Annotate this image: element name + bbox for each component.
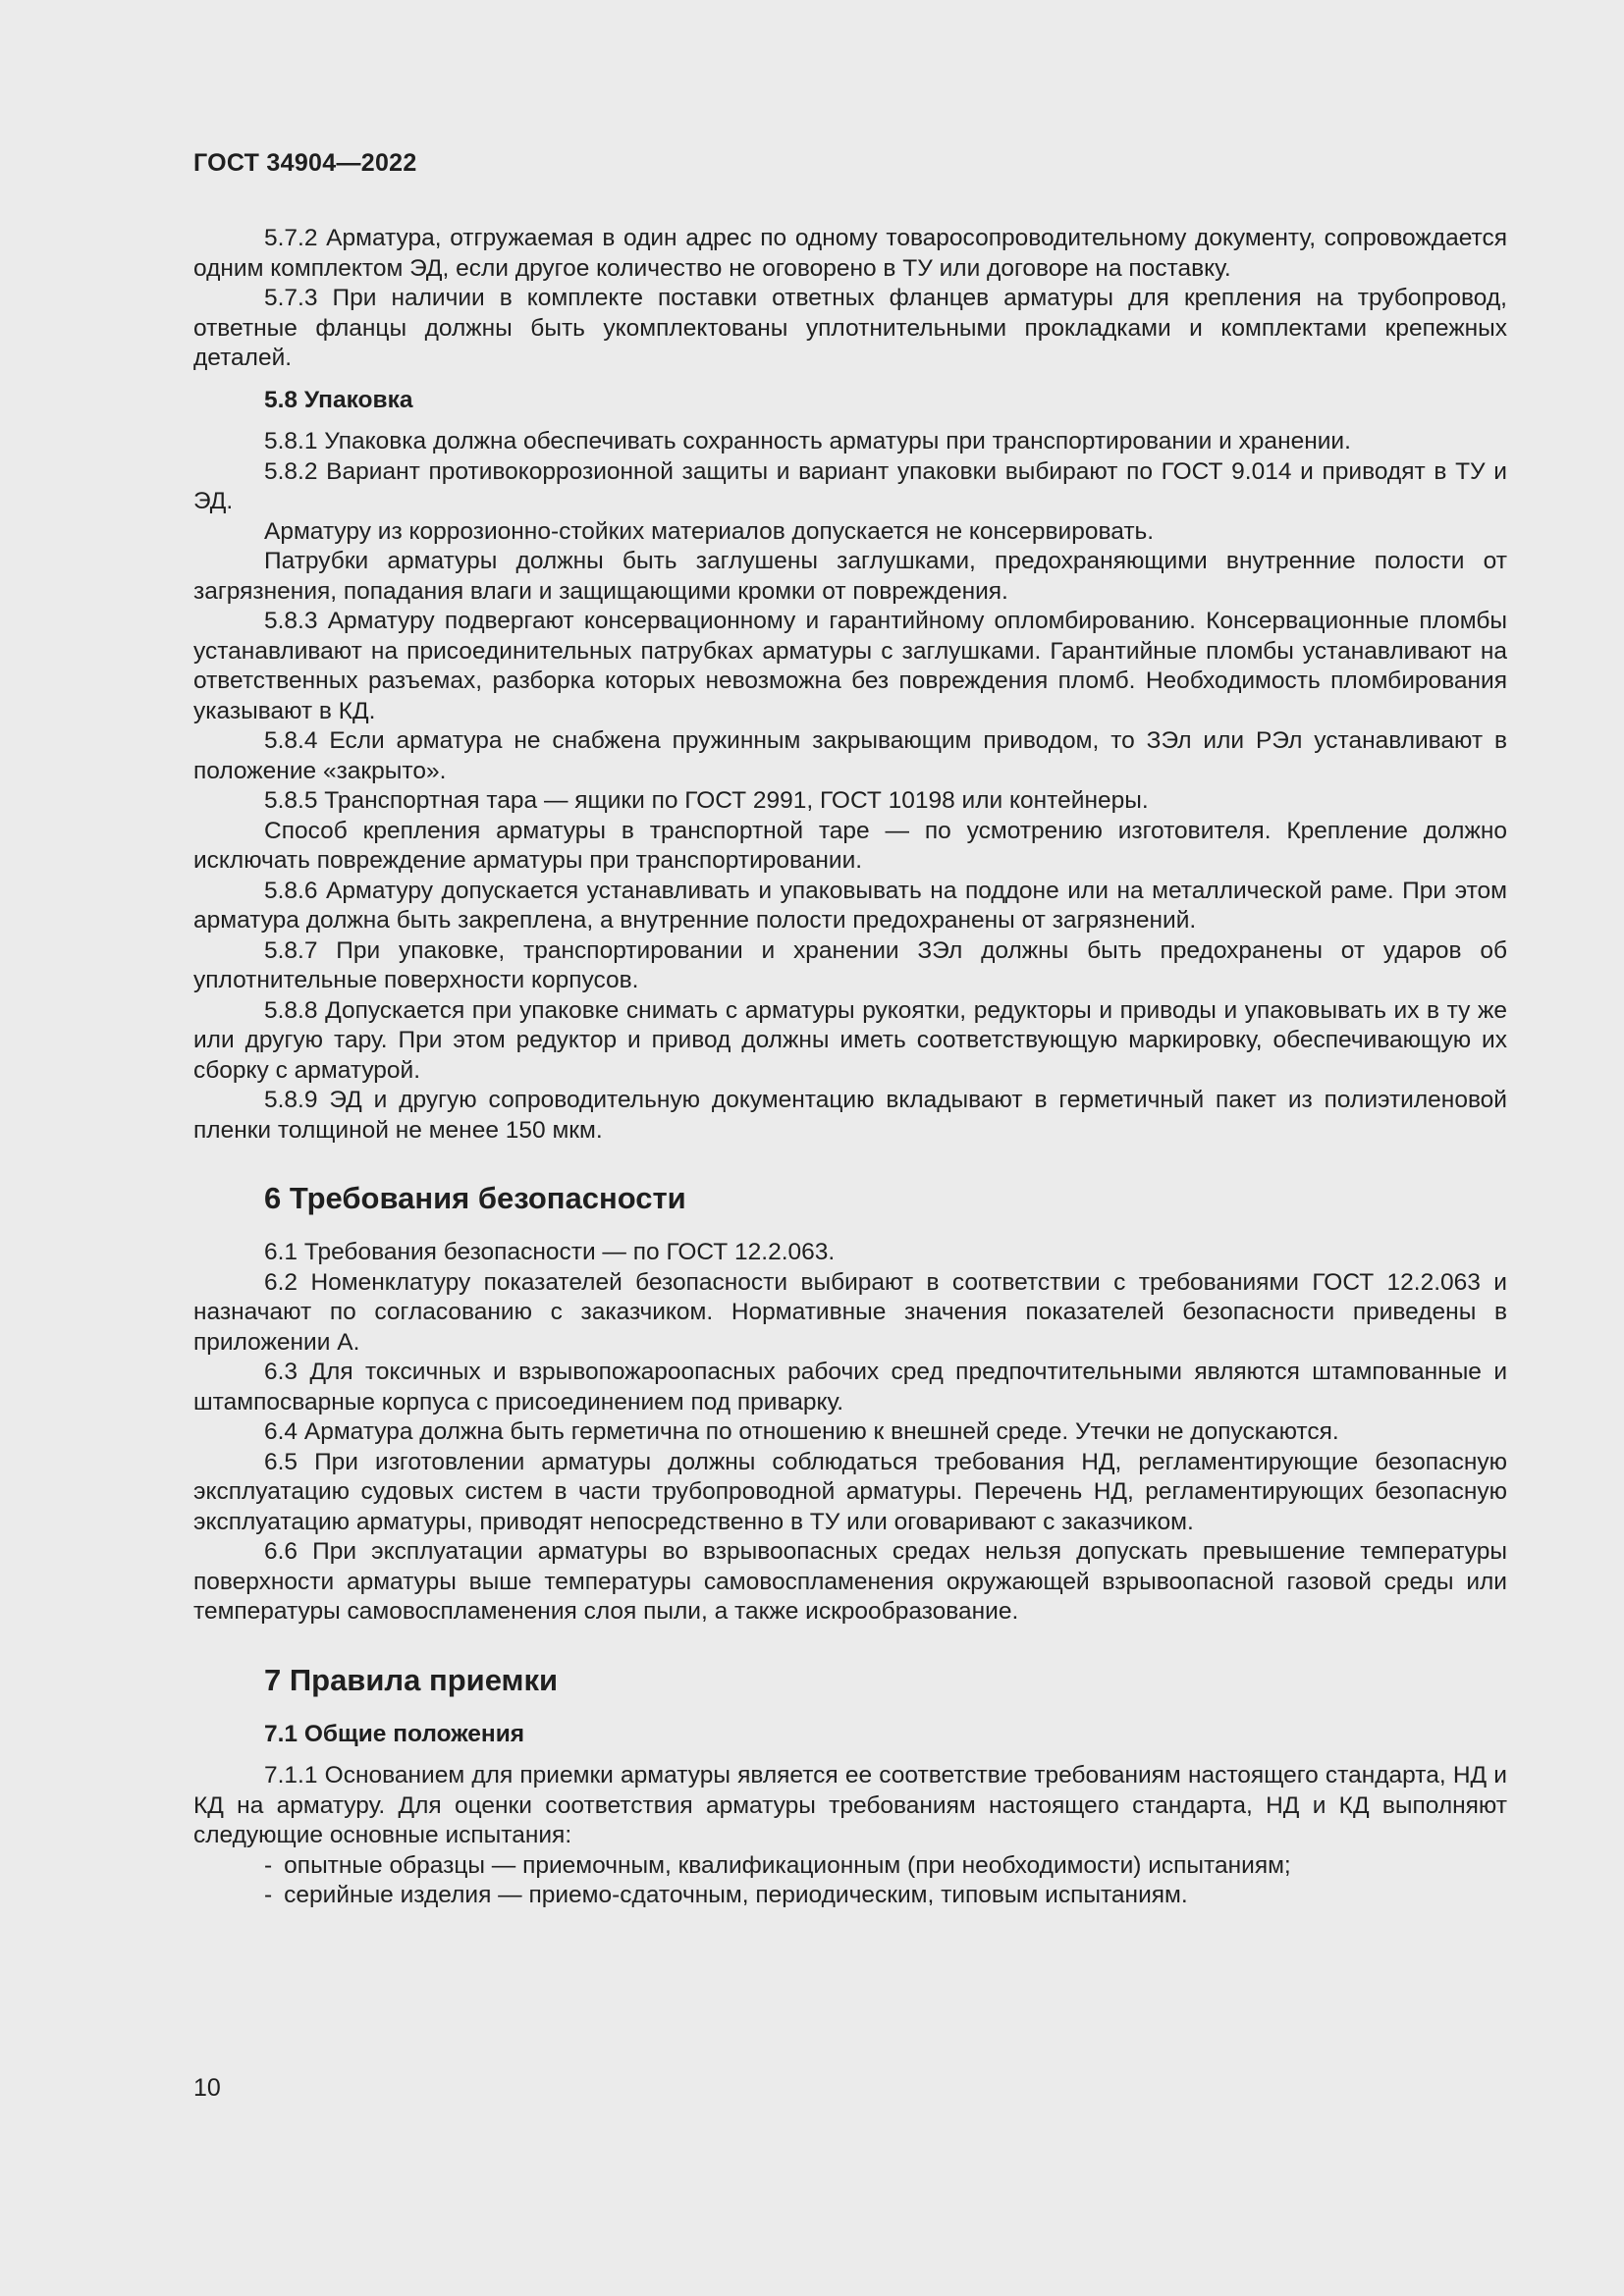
paragraph: 5.8.3 Арматуру подвергают консервационному и гарантийному опломбированию. Консервационные пломбы устанавливают на присоединительных патрубках арматуры с заглушками. Гарантийные пломбы устанавливают на ответственных разъемах, разборка которых невозможна без повреждения пломб. Необходимость пломбирования указывают в КД. (193, 608, 1507, 724)
paragraph: 5.8.6 Арматуру допускается устанавливать и упаковывать на поддоне или на металлической раме. При этом арматура должна быть закреплена, а внутренние полости предохранены от загрязнений. (193, 877, 1507, 934)
paragraph: 5.8.2 Вариант противокоррозионной защиты и вариант упаковки выбирают по ГОСТ 9.014 и приводят в ТУ и ЭД. (193, 457, 1507, 514)
paragraph: Патрубки арматуры должны быть заглушены заглушками, предохраняющими внутренние полости от загрязнения, попадания влаги и защищающими кромки от повреждения. (193, 548, 1507, 605)
paragraph: 5.8.9 ЭД и другую сопроводительную документацию вкладывают в герметичный пакет из полиэтиленовой пленки толщиной не менее 150 мкм. (193, 1087, 1507, 1144)
section-heading: 7 Правила приемки (264, 1662, 559, 1697)
paragraph: 5.8.4 Если арматура не снабжена пружинным закрывающим приводом, то ЗЭл или РЭл устанавливают в положение «закрыто». (193, 727, 1507, 784)
section-heading: 6 Требования безопасности (264, 1181, 686, 1215)
list-item-text: опытные образцы — приемочным, квалификационным (при необходимости) испытаниям; (284, 1851, 1291, 1879)
list-item-text: серийные изделия — приемо-сдаточным, периодическим, типовым испытаниям. (284, 1882, 1188, 1908)
paragraph: 5.8.5 Транспортная тара — ящики по ГОСТ 2991, ГОСТ 10198 или контейнеры. (264, 787, 1149, 814)
paragraph: 5.8.1 Упаковка должна обеспечивать сохранность арматуры при транспортировании и хранении. (264, 428, 1351, 454)
subsection-heading: 7.1 Общие положения (264, 1720, 525, 1747)
paragraph: Способ крепления арматуры в транспортной таре — по усмотрению изготовителя. Крепление должно исключать повреждение арматуры при транспортировании. (193, 817, 1507, 874)
subsection-heading: 5.8 Упаковка (264, 386, 413, 413)
paragraph: 6.5 При изготовлении арматуры должны соблюдаться требования НД, регламентирующие безопасную эксплуатацию судовых систем в части трубопроводной арматуры. Перечень НД, регламентирующих безопасную эксплуатацию арматуры, приводят непосредственно в ТУ или оговаривают с заказчиком. (193, 1448, 1507, 1535)
paragraph: 6.6 При эксплуатации арматуры во взрывоопасных средах нельзя допускать превышение температуры поверхности арматуры выше температуры самовоспламенения окружающей взрывоопасной газовой среды или температуры самовоспламенения слоя пыли, а также искрообразование. (193, 1538, 1507, 1625)
document-code-header: ГОСТ 34904—2022 (193, 149, 417, 177)
page-number: 10 (193, 2074, 221, 2102)
document-body (193, 224, 1507, 1911)
paragraph: 5.7.3 При наличии в комплекте поставки ответных фланцев арматуры для крепления на трубопровод, ответные фланцы должны быть укомплектованы уплотнительными прокладками и комплектами крепежных деталей. (193, 285, 1507, 371)
paragraph: 6.2 Номенклатуру показателей безопасности выбирают в соответствии с требованиями ГОСТ 12.2.063 и назначают по согласованию с заказчиком. Нормативные значения показателей безопасности приведены в приложении А. (193, 1268, 1507, 1356)
paragraph: 6.3 Для токсичных и взрывопожароопасных рабочих сред предпочтительными являются штампованные и штампосварные корпуса с присоединением под приварку. (193, 1359, 1507, 1415)
paragraph: 5.7.2 Арматура, отгружаемая в один адрес по одному товаросопроводительному документу, сопровождается одним комплектом ЭД, если другое количество не оговорено в ТУ или договоре на поставку. (193, 225, 1507, 282)
paragraph: 5.8.8 Допускается при упаковке снимать с арматуры рукоятки, редукторы и приводы и упаковывать их в ту же или другую тару. При этом редуктор и привод должны иметь соответствующую маркировку, обеспечивающую их сборку с арматурой. (193, 996, 1507, 1084)
list-item (264, 1851, 1507, 1882)
paragraph: 5.8.7 При упаковке, транспортировании и хранении ЗЭл должны быть предохранены от ударов об уплотнительные поверхности корпусов. (193, 936, 1507, 993)
paragraph: 7.1.1 Основанием для приемки арматуры является ее соответствие требованиям настоящего стандарта, НД и КД на арматуру. Для оценки соответствия арматуры требованиям настоящего стандарта, НД и КД выполняют следующие основные испытания: (193, 1762, 1507, 1848)
paragraph: 6.1 Требования безопасности — по ГОСТ 12.2.063. (264, 1239, 836, 1265)
paragraph: Арматуру из коррозионно-стойких материалов допускается не консервировать. (264, 517, 1155, 545)
paragraph: 6.4 Арматура должна быть герметична по отношению к внешней среде. Утечки не допускаются. (264, 1418, 1339, 1445)
list-dash: - (264, 1851, 273, 1879)
list-dash: - (264, 1882, 273, 1908)
list-item (264, 1881, 1507, 1911)
